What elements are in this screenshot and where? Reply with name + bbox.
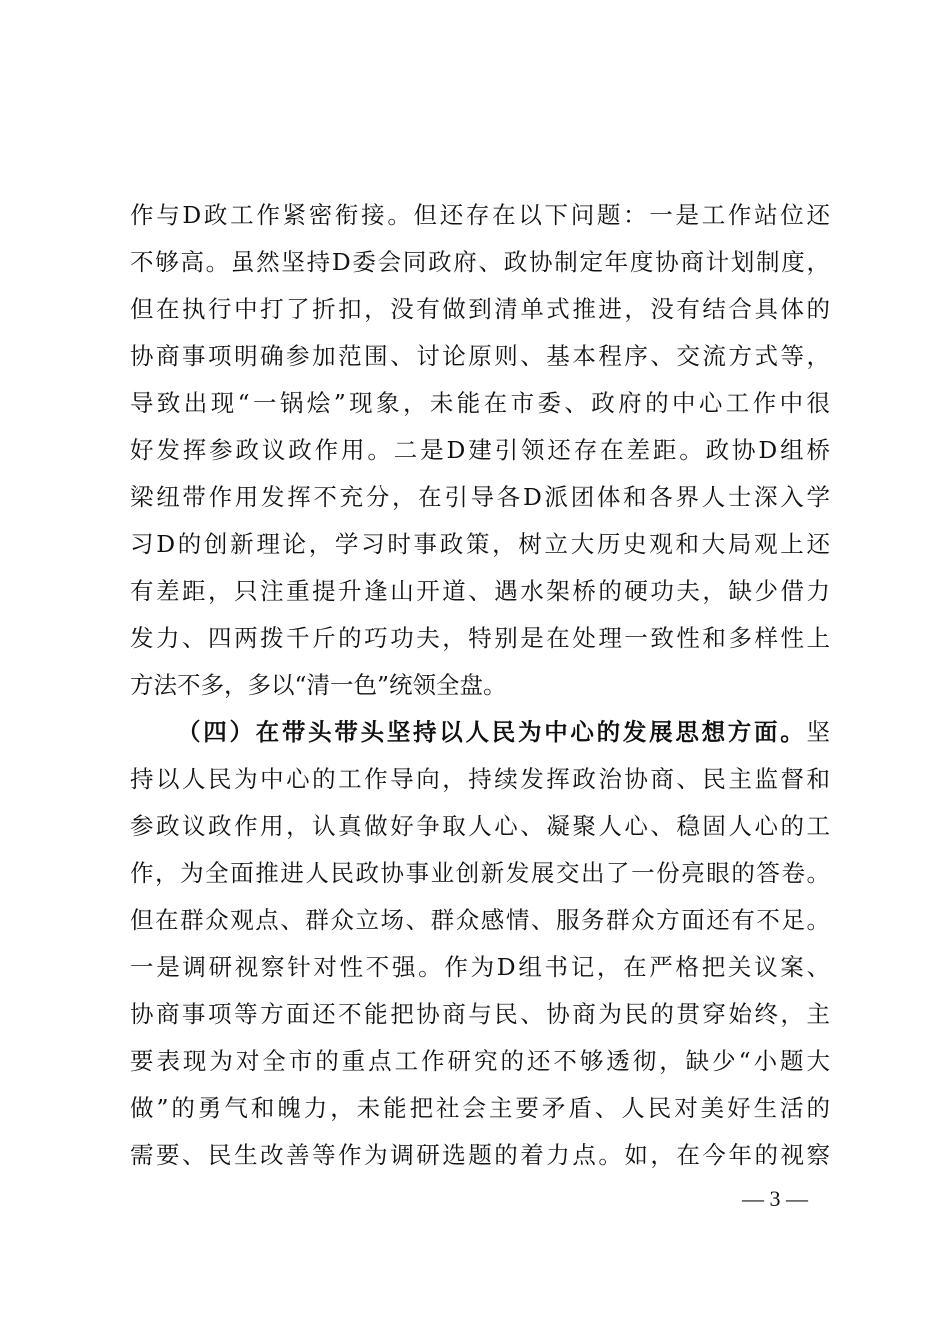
text-line: 不够高。虽然坚持D委会同政府、政协制定年度协商计划制度， xyxy=(130,248,830,276)
paragraph-1 xyxy=(130,192,830,709)
text-line: 方法不多，多以“清一色”统领全盘。 xyxy=(130,671,507,699)
text-line: 导致出现“一锅烩”现象，未能在市委、政府的中心工作中很 xyxy=(130,389,830,417)
text-line: 协商事项明确参加范围、讨论原则、基本程序、交流方式等， xyxy=(130,342,830,370)
text-line: 习D的创新理论，学习时事政策，树立大历史观和大局观上还 xyxy=(130,530,830,558)
text-line: 作，为全面推进人民政协事业创新发展交出了一份亮眼的答卷。 xyxy=(130,859,830,887)
text-line: 但在群众观点、群众立场、群众感情、服务群众方面还有不足。 xyxy=(130,906,830,934)
text-line: 持以人民为中心的工作导向，持续发挥政治协商、民主监督和 xyxy=(130,765,830,793)
text-line: 需要、民生改善等作为调研选题的着力点。如，在今年的视察 xyxy=(130,1141,830,1169)
text-line: 一是调研视察针对性不强。作为D组书记，在严格把关议案、 xyxy=(130,953,830,981)
text-line: 做”的勇气和魄力，未能把社会主要矛盾、人民对美好生活的 xyxy=(130,1094,830,1122)
section-heading: （四）在带头带头坚持以人民为中心的发展思想方面。 xyxy=(177,718,807,746)
section-heading-line xyxy=(130,709,830,756)
text-line: 作与D政工作紧密衔接。但还存在以下问题：一是工作站位还 xyxy=(130,201,830,229)
text-line: 好发挥参政议政作用。二是D建引领还存在差距。政协D组桥 xyxy=(130,436,830,464)
text-line: 协商事项等方面还不能把协商与民、协商为民的贯穿始终，主 xyxy=(130,1000,830,1028)
body-text xyxy=(130,192,830,1179)
text-line: 梁纽带作用发挥不充分，在引导各D派团体和各界人士深入学 xyxy=(130,483,830,511)
text-line: 参政议政作用，认真做好争取人心、凝聚人心、稳固人心的工 xyxy=(130,812,830,840)
text-line: 有差距，只注重提升逢山开道、遇水架桥的硬功夫，缺少借力 xyxy=(130,577,830,605)
heading-line-continuation: 坚 xyxy=(806,718,830,746)
paragraph-2 xyxy=(130,709,830,1179)
page-number: — 3 — xyxy=(742,1186,808,1211)
text-line: 发力、四两拨千斤的巧功夫，特别是在处理一致性和多样性上 xyxy=(130,624,830,652)
text-line: 要表现为对全市的重点工作研究的还不够透彻，缺少“小题大 xyxy=(130,1047,830,1075)
text-line: 但在执行中打了折扣，没有做到清单式推进，没有结合具体的 xyxy=(130,295,830,323)
